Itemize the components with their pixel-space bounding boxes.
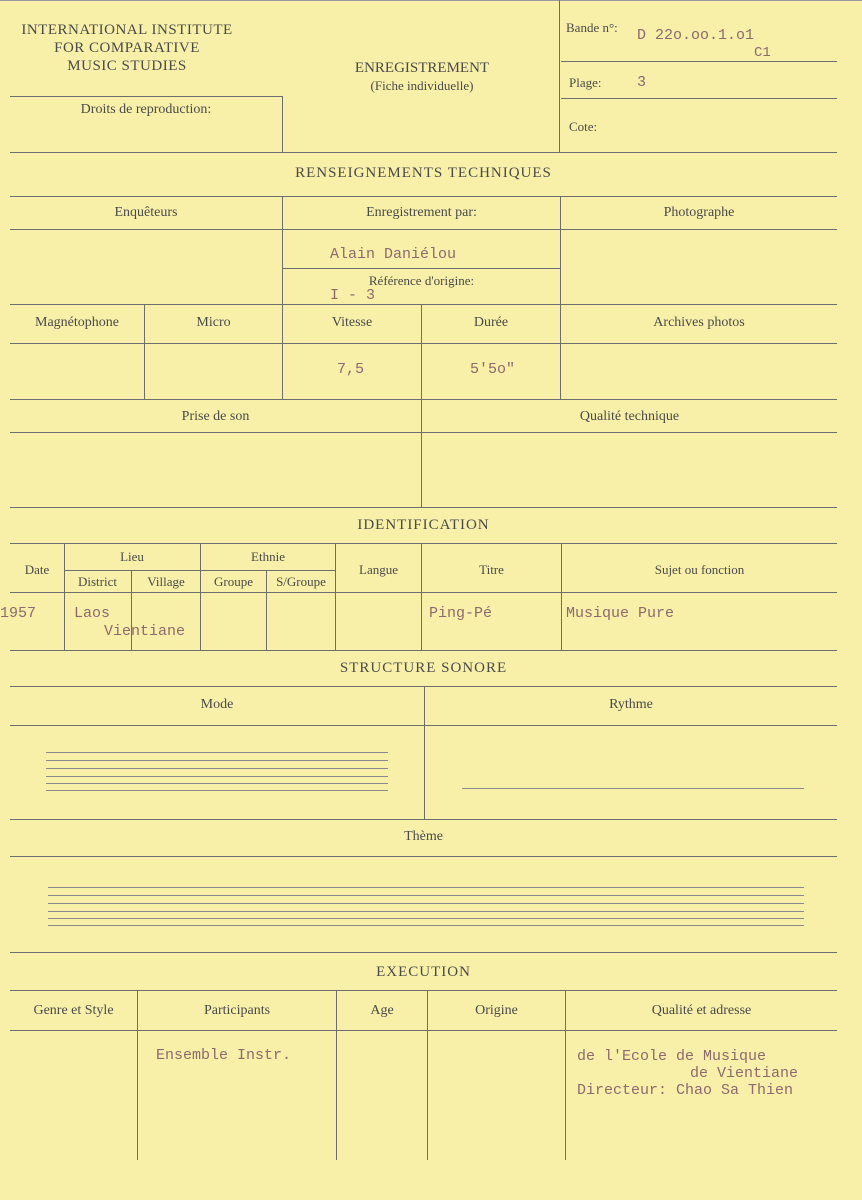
bande-value-2: C1 (754, 45, 771, 61)
village-label: Village (147, 574, 185, 589)
rule-rights-top (10, 96, 282, 97)
enregistrement-value: Alain Daniélou (330, 246, 457, 263)
vitesse-value: 7,5 (337, 361, 365, 378)
mode-line (46, 760, 388, 761)
enregistrement-label: Enregistrement par: (366, 205, 477, 220)
date-value: 1957 (0, 605, 37, 622)
theme-line (48, 918, 804, 919)
rule-prise-header (10, 432, 837, 433)
rule-v-rights (282, 96, 283, 152)
origine-label: Origine (475, 1003, 518, 1018)
qualite-line-3: Directeur: Chao Sa Thien (577, 1082, 794, 1099)
titre-label: Titre (479, 562, 504, 577)
rule-theme-top (10, 819, 837, 820)
theme-line (48, 887, 804, 888)
rythme-label: Rythme (609, 697, 653, 712)
qualite-line-1: de l'Ecole de Musique (577, 1048, 767, 1065)
rule-tech-title-bottom (10, 196, 837, 197)
enqueteurs-label: Enquêteurs (114, 205, 178, 220)
sujet-value: Musique Pure (566, 605, 675, 622)
magnetophone-label: Magnétophone (35, 315, 119, 330)
mode-line (46, 768, 388, 769)
rule-ident-title-top (10, 507, 837, 508)
rule-reference-top (283, 268, 560, 269)
plage-label: Plage: (569, 75, 602, 90)
rule-v-vitesse (421, 304, 422, 507)
identification-title: IDENTIFICATION (357, 517, 490, 533)
duree-label: Durée (473, 315, 509, 330)
rule-ident-row-bottom (10, 650, 837, 651)
rule-exec-header-bottom (10, 1030, 837, 1031)
structure-title: STRUCTURE SONORE (339, 660, 508, 676)
form-title: ENREGISTREMENT (354, 60, 490, 76)
rule-v-tech-2 (560, 196, 561, 399)
institute-line-1: INTERNATIONAL INSTITUTE (21, 22, 233, 38)
cote-label: Cote: (569, 119, 598, 134)
qualite-line-2: de Vientiane (690, 1065, 799, 1082)
district-label: District (78, 574, 117, 589)
qualite-adresse-label: Qualité et adresse (651, 1003, 752, 1018)
rule-v-tech-1 (282, 196, 283, 399)
rule-tech-row2-top (10, 304, 837, 305)
bande-label: Bande n°: (566, 20, 618, 35)
groupe-label: Groupe (214, 574, 253, 589)
langue-label: Langue (359, 562, 398, 577)
prise-label: Prise de son (181, 409, 250, 424)
rule-exec-title-bottom (10, 990, 837, 991)
rule-v-ethnie (335, 543, 336, 650)
reference-value: I - 3 (330, 287, 376, 304)
rule-exec-title-top (10, 952, 837, 953)
theme-line (48, 911, 804, 912)
reference-label: Référence d'origine: (368, 273, 475, 288)
micro-label: Micro (196, 315, 231, 330)
theme-line (48, 903, 804, 904)
rule-bande-bottom (561, 61, 837, 62)
vitesse-label: Vitesse (331, 315, 373, 330)
district-value: Laos (74, 605, 111, 622)
mode-line (46, 790, 388, 791)
participants-label: Participants (203, 1003, 271, 1018)
rule-tech-header (10, 229, 837, 230)
technical-title: RENSEIGNEMENTS TECHNIQUES (295, 165, 552, 181)
duree-value: 5'5o" (470, 361, 516, 378)
rule-prise-top (10, 399, 837, 400)
plage-value: 3 (637, 74, 647, 91)
titre-value: Ping-Pé (429, 605, 493, 622)
bande-value: D 22o.oo.1.o1 (637, 27, 755, 44)
institute-line-3: MUSIC STUDIES (67, 58, 187, 74)
rule-plage-bottom (561, 98, 837, 99)
photographe-label: Photographe (663, 205, 735, 220)
rule-v-langue (421, 543, 422, 650)
execution-title: EXECUTION (376, 964, 471, 980)
ethnie-label: Ethnie (251, 549, 285, 564)
sujet-label: Sujet ou fonction (654, 562, 745, 577)
lieu-label: Lieu (120, 549, 144, 564)
qualite-technique-label: Qualité technique (579, 409, 680, 424)
rights-label: Droits de reproduction: (80, 102, 212, 117)
village-value: Vientiane (104, 623, 186, 640)
mode-line (46, 776, 388, 777)
top-border (0, 0, 862, 1)
age-label: Age (370, 1003, 394, 1018)
mode-line (46, 752, 388, 753)
genre-label: Genre et Style (33, 1003, 114, 1018)
date-label: Date (24, 562, 50, 577)
rule-v-titre (561, 543, 562, 650)
institute-line-2: FOR COMPARATIVE (54, 40, 200, 56)
theme-label: Thème (404, 829, 443, 844)
rythme-line (462, 788, 804, 789)
theme-line (48, 925, 804, 926)
rule-tech-row2-header (10, 343, 837, 344)
theme-line (48, 895, 804, 896)
participants-value: Ensemble Instr. (156, 1047, 292, 1064)
mode-line (46, 783, 388, 784)
rule-theme-header (10, 856, 837, 857)
archives-label: Archives photos (653, 315, 745, 330)
sgroupe-label: S/Groupe (276, 574, 326, 589)
rule-ident-title-bottom (10, 543, 837, 544)
rule-header-bottom (10, 152, 837, 153)
rule-ident-header-bottom (10, 592, 837, 593)
mode-label: Mode (200, 697, 234, 712)
form-subtitle: (Fiche individuelle) (370, 78, 474, 93)
